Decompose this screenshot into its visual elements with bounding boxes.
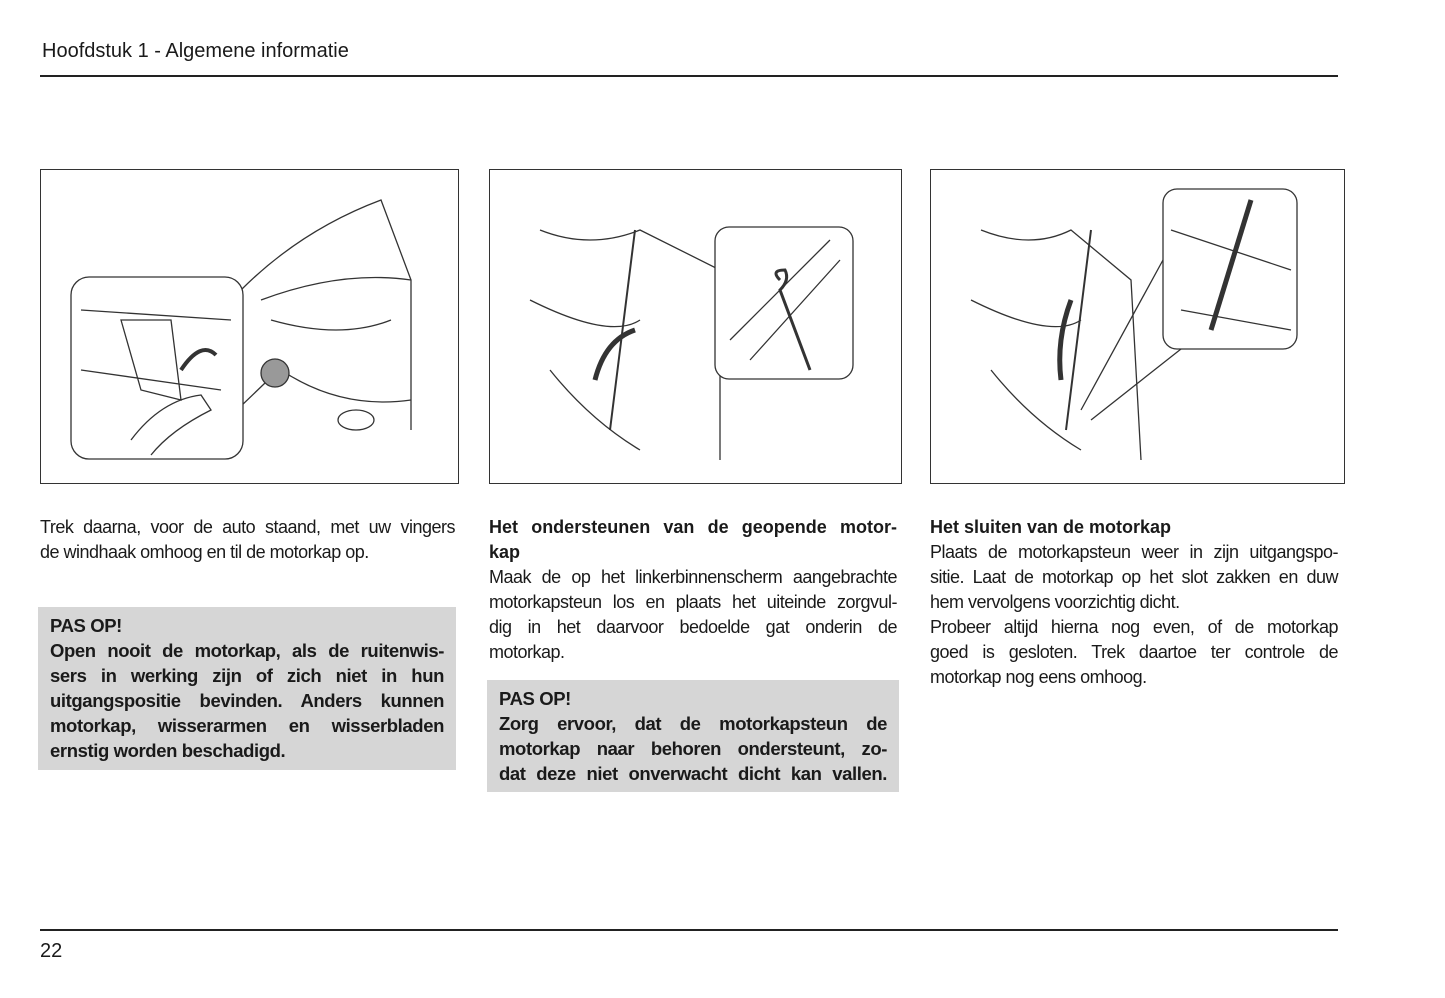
body-text: sitie. Laat de motorkap op het slot zakken en duw <box>930 567 1338 587</box>
body-text: motorkap nog eens omhoog. <box>930 667 1147 687</box>
footer-rule <box>40 929 1338 931</box>
body-text: Probeer altijd hierna nog even, of de motorkap <box>930 617 1338 637</box>
warning-text: ernstig worden beschadigd. <box>50 740 286 761</box>
body-text: de windhaak omhoog en til de motorkap op. <box>40 542 369 562</box>
illustration-hood-support-rod <box>489 169 902 484</box>
body-text: motorkapsteun los en plaats het uiteinde zorgvul- <box>489 592 897 612</box>
body-text: Maak de op het linkerbinnenscherm aangebrachte <box>489 567 897 587</box>
column-opening <box>40 515 455 565</box>
warning-title: PAS OP! <box>499 688 571 709</box>
header-rule <box>40 75 1338 77</box>
column-support <box>489 515 897 665</box>
illustration-hood-release-latch <box>40 169 459 484</box>
warning-box-wipers <box>38 607 456 770</box>
body-text: motorkap. <box>489 642 565 662</box>
illustration-hood-closing <box>930 169 1345 484</box>
warning-text: dat deze niet onverwacht dicht kan vallen. <box>499 763 887 784</box>
warning-text: motorkap, wisserarmen en wisserbladen <box>50 715 444 736</box>
body-text: Plaats de motorkapsteun weer in zijn uitgangspo- <box>930 542 1338 562</box>
section-heading: kap <box>489 542 521 562</box>
warning-text: uitgangspositie bevinden. Anders kunnen <box>50 690 444 711</box>
warning-text: motorkap naar behoren ondersteunt, zo- <box>499 738 887 759</box>
section-heading: Het ondersteunen van de geopende motor- <box>489 517 897 537</box>
body-text: hem vervolgens voorzichtig dicht. <box>930 592 1180 612</box>
section-heading: Het sluiten van de motorkap <box>930 517 1172 537</box>
warning-text: Zorg ervoor, dat de motorkapsteun de <box>499 713 887 734</box>
body-text: dig in het daarvoor bedoelde gat onderin de <box>489 617 897 637</box>
warning-text: sers in werking zijn of zich niet in hun <box>50 665 444 686</box>
body-text: goed is gesloten. Trek daartoe ter controle de <box>930 642 1338 662</box>
warning-text: Open nooit de motorkap, als de ruitenwis- <box>50 640 444 661</box>
column-closing <box>930 515 1338 690</box>
warning-box-support <box>487 680 899 792</box>
chapter-title: Hoofdstuk 1 - Algemene informatie <box>42 40 349 62</box>
warning-title: PAS OP! <box>50 615 122 636</box>
page-number: 22 <box>40 940 63 962</box>
body-text: Trek daarna, voor de auto staand, met uw vingers <box>40 517 455 537</box>
